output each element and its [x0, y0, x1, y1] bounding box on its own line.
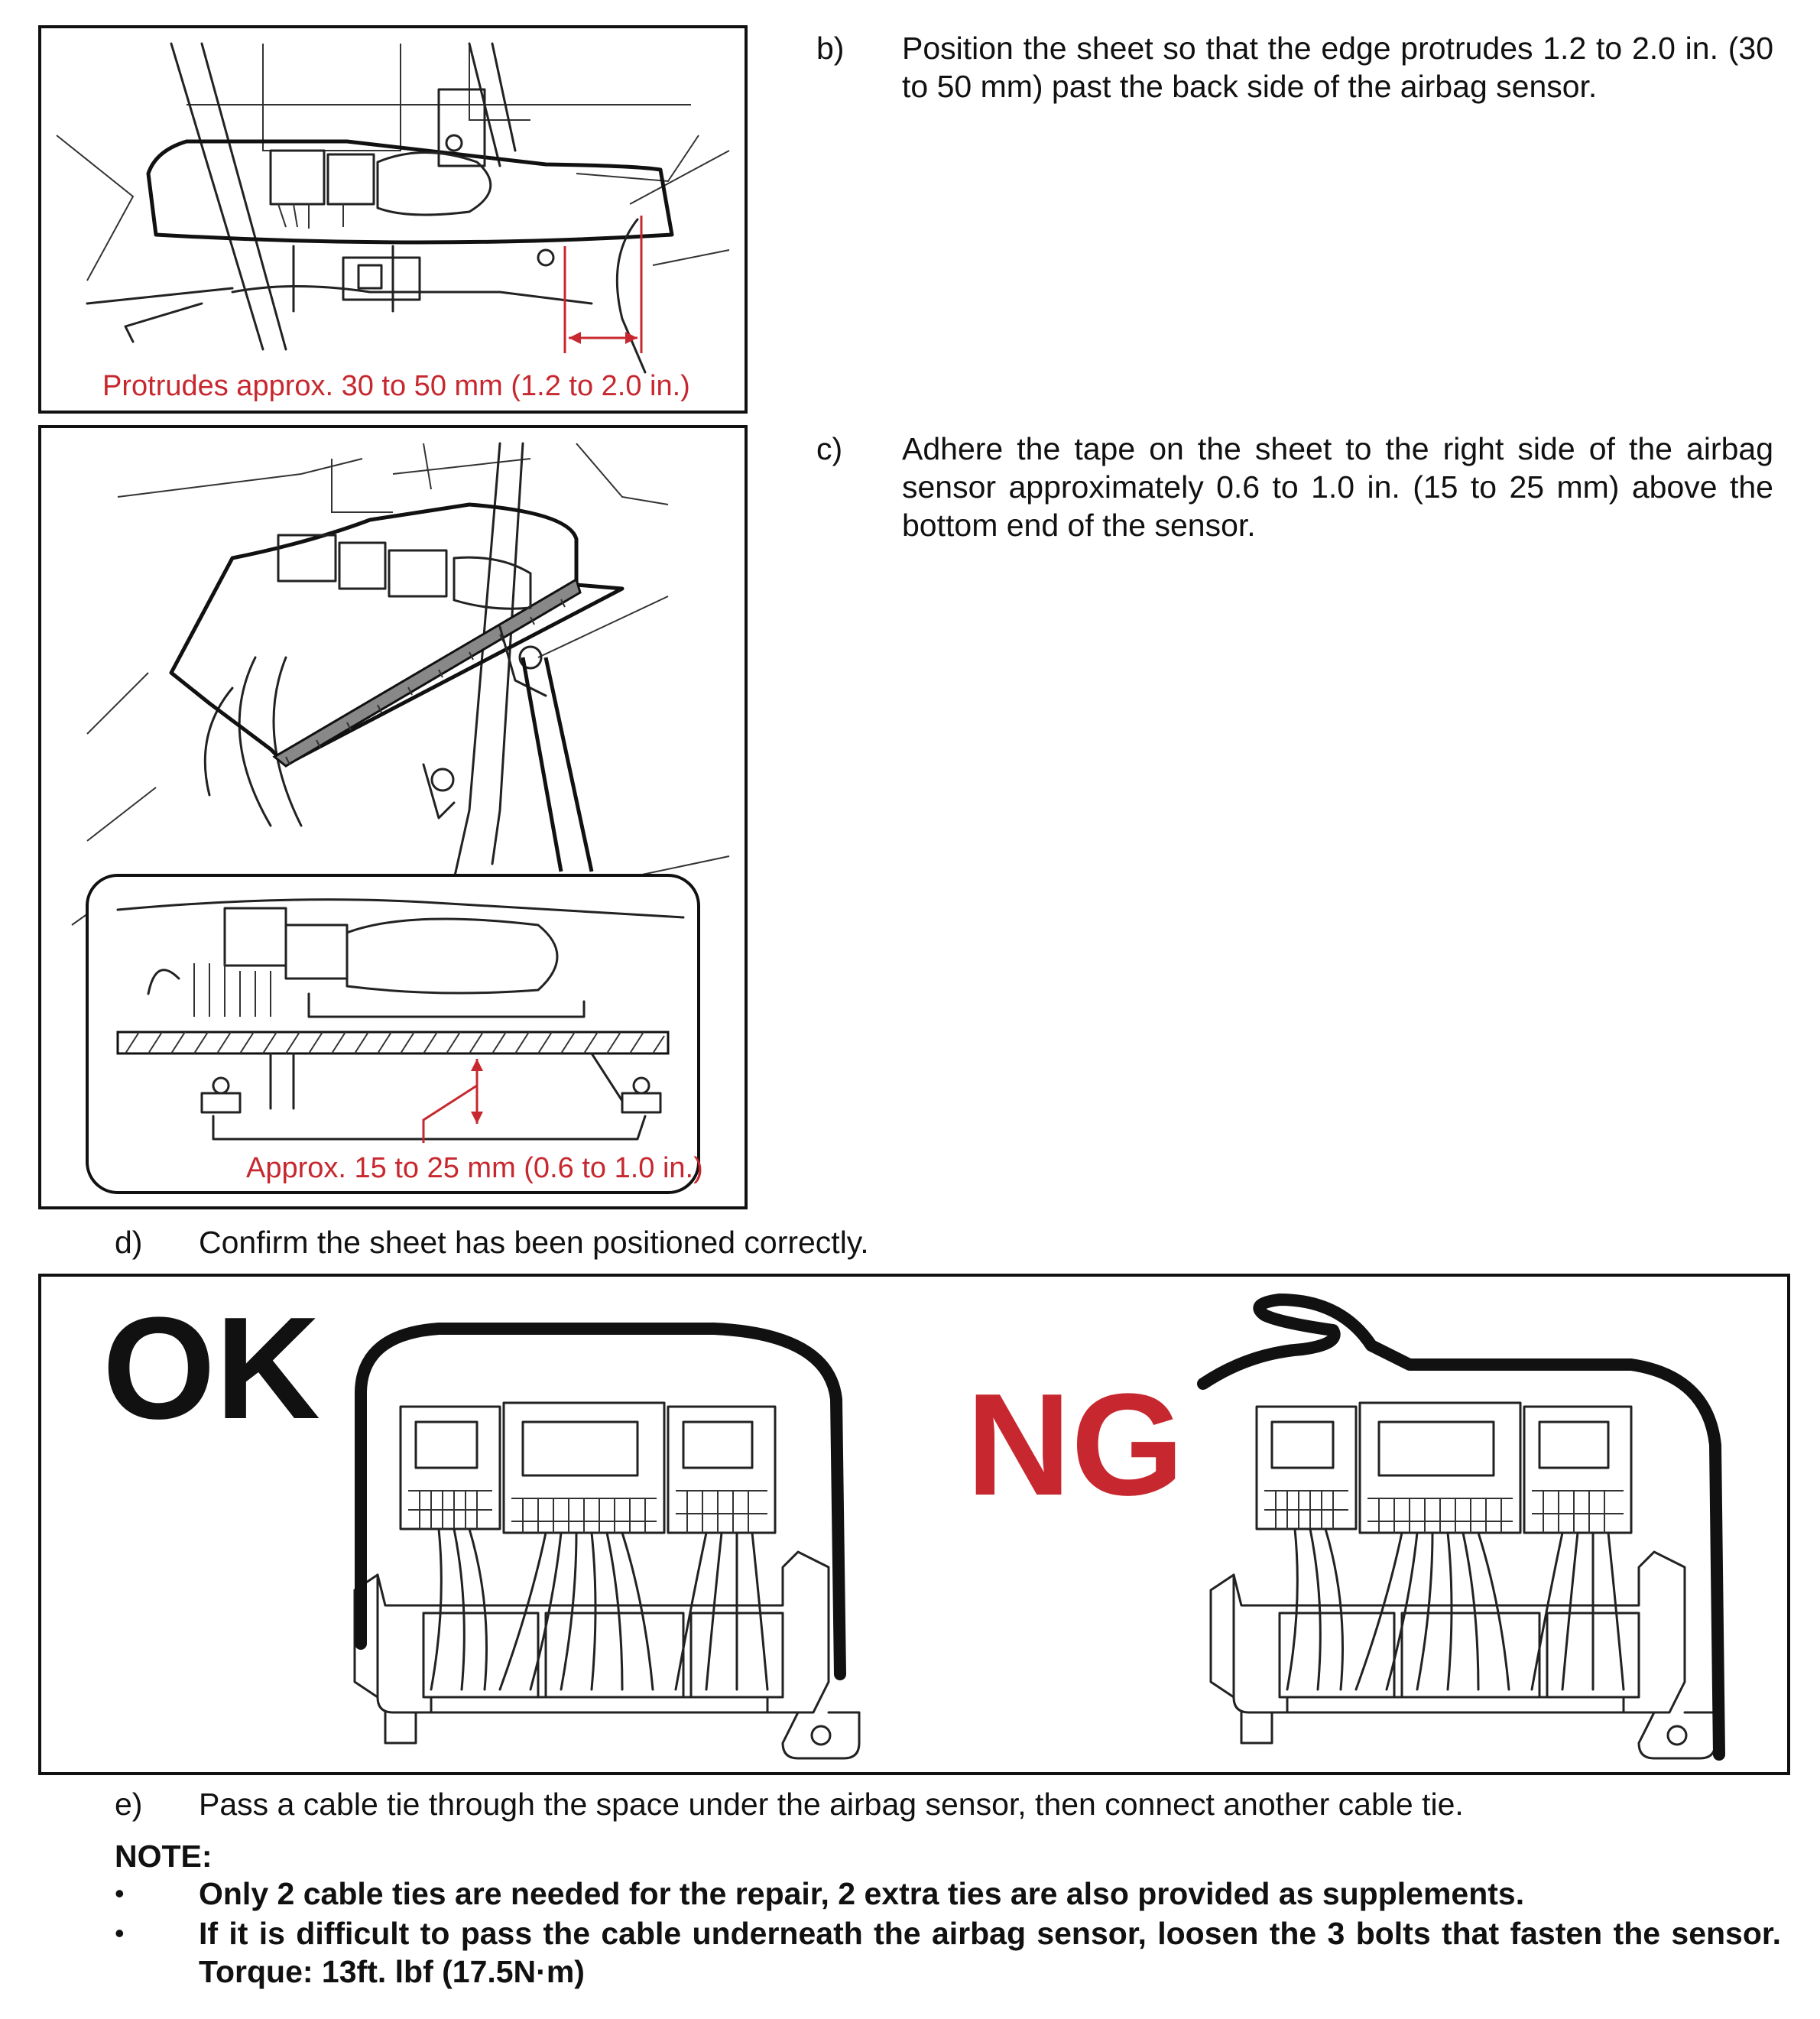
ok-ng-illustration	[41, 1277, 1787, 1772]
step-c-letter: c)	[816, 431, 843, 466]
step-b-text: Position the sheet so that the edge protrudes 1.2 to 2.0 in. (30 to 50 mm) past the back side of the airbag sensor.	[902, 31, 1773, 104]
note-heading: NOTE:	[115, 1839, 212, 1874]
step-d-letter: d)	[115, 1225, 143, 1260]
note-item-2: If it is difficult to pass the cable underneath the airbag sensor, loosen the 3 bolts that fasten the sensor. Torque: 13ft. lbf (17.5N·m)	[199, 1916, 1781, 1989]
step-d-text: Confirm the sheet has been positioned correctly.	[199, 1225, 869, 1260]
sheet-protrusion-illustration	[41, 28, 745, 411]
step-b-letter: b)	[816, 31, 845, 66]
step-c-text: Adhere the tape on the sheet to the right side of the airbag sensor approximately 0.6 to 1.0 in. (15 to 25 mm) above the bottom end of the sensor.	[902, 431, 1773, 543]
note-item-1: Only 2 cable ties are needed for the repair, 2 extra ties are also provided as supplements.	[199, 1876, 1525, 1911]
tape-position-illustration	[41, 428, 745, 1206]
figure-ok-ng-comparison	[38, 1274, 1790, 1775]
figure-tape-position	[38, 425, 748, 1209]
ok-sensor-unit	[355, 1403, 859, 1758]
ok-sheet-edge	[361, 1329, 840, 1674]
protrusion-caption: Protrudes approx. 30 to 50 mm (1.2 to 2.0 in.)	[102, 370, 690, 402]
figure-sheet-protrusion	[38, 25, 748, 414]
step-e-text: Pass a cable tie through the space under the airbag sensor, then connect another cable tie.	[199, 1787, 1464, 1822]
step-e-letter: e)	[115, 1787, 143, 1822]
note-bullet-1: •	[115, 1878, 125, 1909]
ng-sensor-unit	[1211, 1403, 1715, 1758]
note-bullet-2: •	[115, 1917, 125, 1949]
ng-label: NG	[966, 1364, 1184, 1526]
tape-height-caption: Approx. 15 to 25 mm (0.6 to 1.0 in.)	[246, 1152, 703, 1184]
ok-label: OK	[102, 1287, 320, 1449]
